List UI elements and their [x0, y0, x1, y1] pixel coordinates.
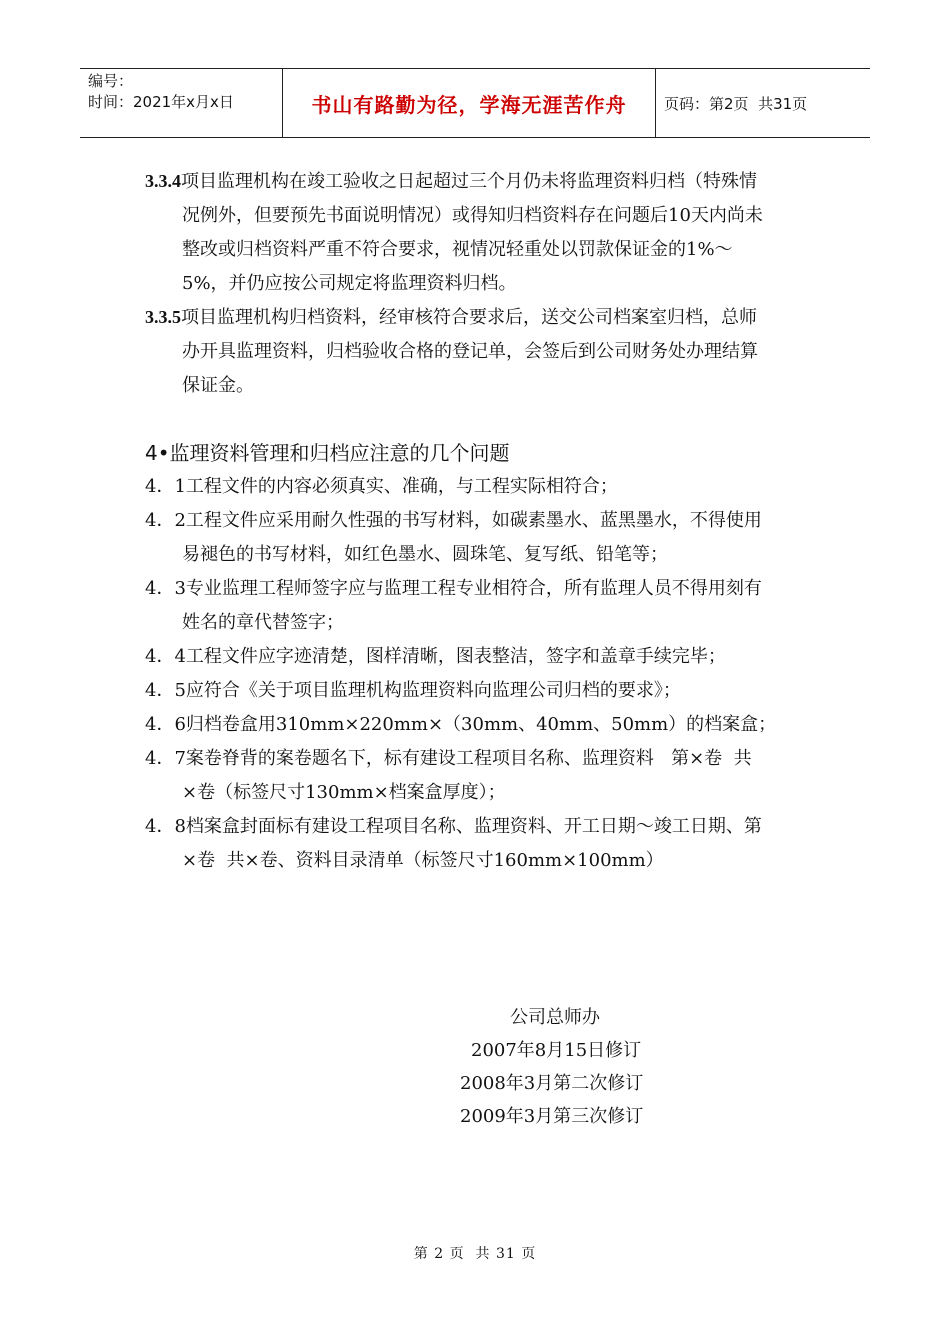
- para-line: 况例外，但要预先书面说明情况）或得知归档资料存在问题后10天内尚未: [182, 205, 763, 226]
- clause-number: 3.3.4: [145, 171, 181, 191]
- list-item: 4．1工程文件的内容必须真实、准确，与工程实际相符合；: [145, 476, 618, 497]
- revision-date-3: 2009年3月第三次修订: [460, 1106, 644, 1127]
- para-line: 办开具监理资料，归档验收合格的登记单，会签后到公司财务处办理结算: [182, 341, 758, 362]
- header-motto: [282, 69, 656, 137]
- section-4-list: [145, 470, 810, 878]
- header-right: [656, 69, 870, 137]
- section-heading: 4•监理资料管理和归档应注意的几个问题: [145, 441, 510, 465]
- list-item: 4．2工程文件应采用耐久性强的书写材料，如碳素墨水、蓝黑墨水，不得使用 易褪色的书写材料，如红色墨水、圆珠笔、复写纸、铅笔等；: [145, 510, 762, 565]
- list-item: 4．4工程文件应字迹清楚，图样清晰，图表整洁，签字和盖章手续完毕；: [145, 646, 726, 667]
- time-label: 时间：2021年x月x日: [88, 93, 234, 111]
- list-item: 4．3专业监理工程师签字应与监理工程专业相符合，所有监理人员不得用刻有 姓名的章代替签字；: [145, 578, 762, 633]
- para-line: 5%，并仍应按公司规定将监理资料归档。: [182, 273, 517, 294]
- paragraph-3-3-5: [145, 300, 810, 403]
- para-line: 保证金。: [182, 375, 254, 396]
- paragraph-3-3-4: [145, 164, 810, 301]
- clause-number: 3.3.5: [145, 307, 181, 327]
- list-item: 4．7案卷脊背的案卷题名下，标有建设工程项目名称、监理资料 第×卷 共 ×卷（标签尺寸130mm×档案盒厚度）；: [145, 748, 752, 803]
- code-label: 编号：: [88, 72, 134, 90]
- revision-date-1: 2007年8月15日修订: [471, 1040, 642, 1061]
- motto-text: 书山有路勤为径，学海无涯苦作舟: [311, 92, 627, 117]
- para-line: 项目监理机构归档资料，经审核符合要求后，送交公司档案室归档，总师: [181, 307, 757, 328]
- para-line: 整改或归档资料严重不符合要求，视情况轻重处以罚款保证金的1%～: [182, 239, 733, 260]
- page-header: [80, 68, 870, 138]
- list-item: 4．5应符合《关于项目监理机构监理资料向监理公司归档的要求》；: [145, 680, 681, 701]
- para-line: 项目监理机构在竣工验收之日起超过三个月仍未将监理资料归档（特殊情: [181, 171, 757, 192]
- page-footer: 第 2 页 共 31 页: [413, 1246, 537, 1262]
- list-item: 4．6归档卷盒用310mm×220mm×（30mm、40mm、50mm）的档案盒；: [145, 714, 777, 735]
- page-label: 页码：第2页 共31页: [664, 94, 808, 113]
- signature-office: 公司总师办: [510, 1007, 600, 1028]
- header-left: [80, 69, 282, 137]
- list-item: 4．8档案盒封面标有建设工程项目名称、监理资料、开工日期～竣工日期、第 ×卷 共×卷、资料目录清单（标签尺寸160mm×100mm）: [145, 816, 762, 871]
- revision-date-2: 2008年3月第二次修订: [460, 1073, 644, 1094]
